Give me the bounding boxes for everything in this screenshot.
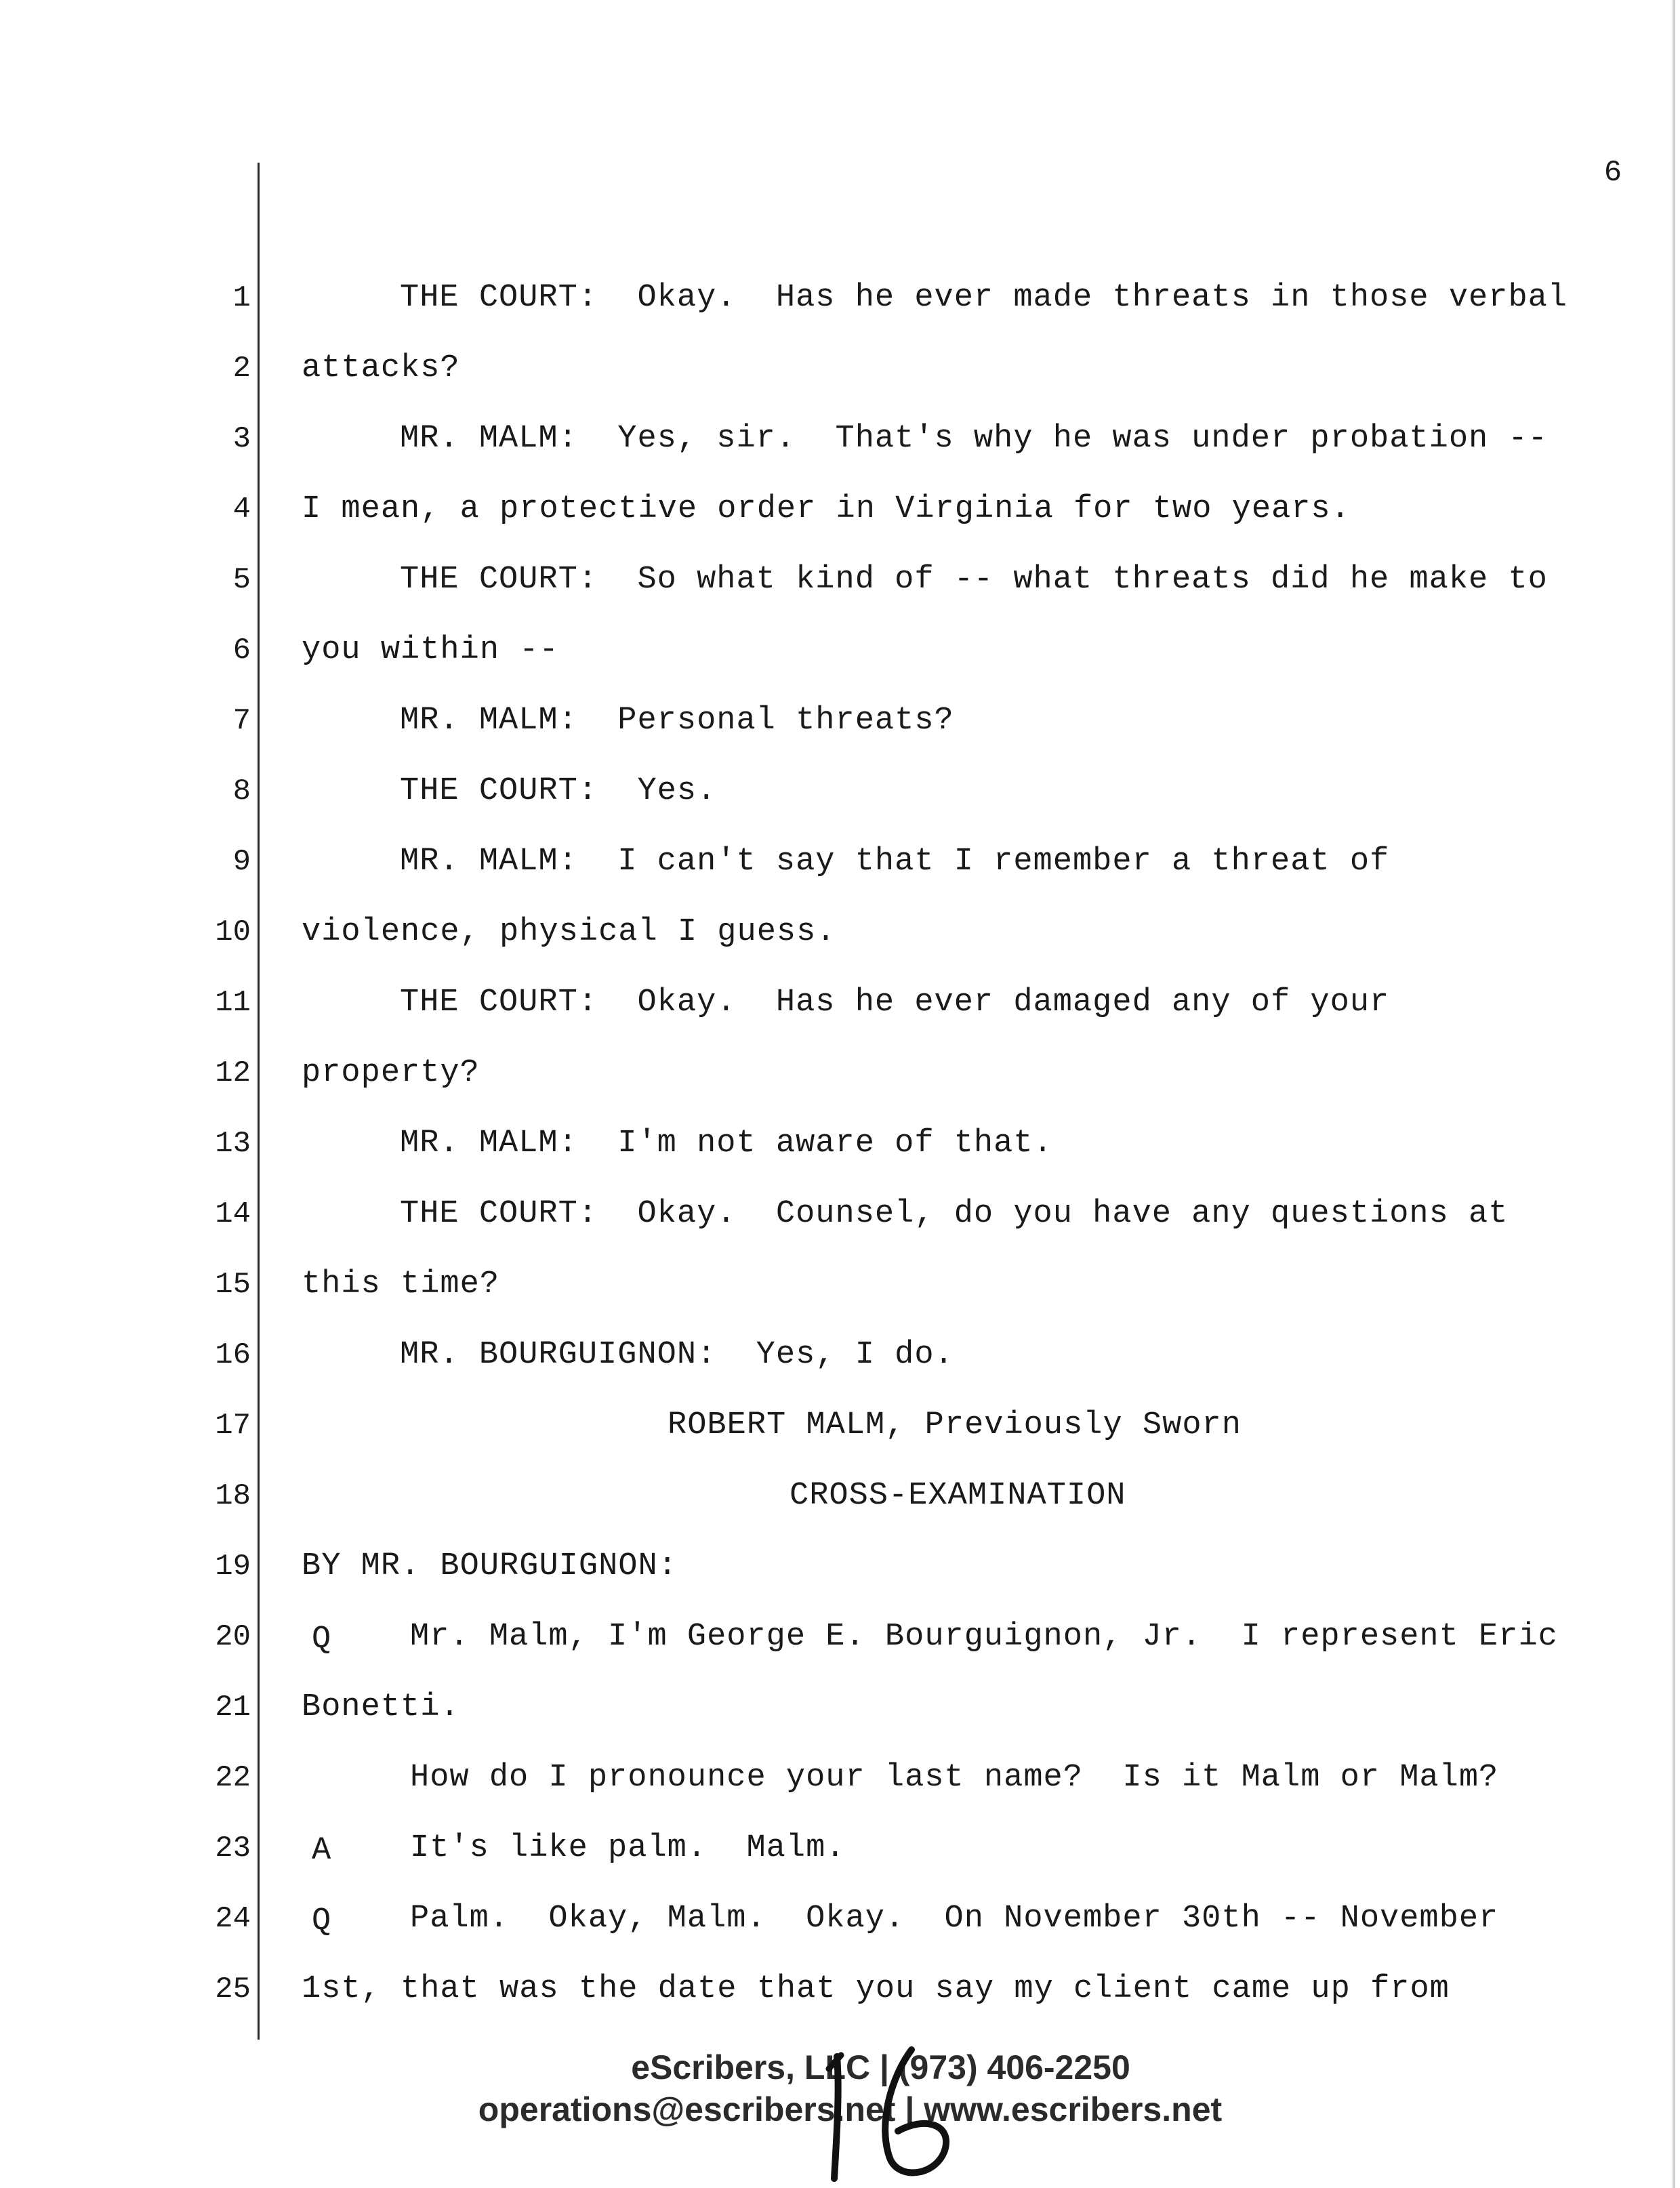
line-number: 2 <box>232 352 251 386</box>
line-text: MR. MALM: I'm not aware of that. <box>400 1126 1053 1161</box>
line-text: MR. MALM: Personal threats? <box>400 703 954 739</box>
line-text: I mean, a protective order in Virginia for two years. <box>302 491 1351 527</box>
transcript-line <box>0 1325 1680 1395</box>
line-text: THE COURT: Okay. Has he ever damaged any of your <box>400 985 1390 1020</box>
line-number: 4 <box>232 493 251 527</box>
transcript-line <box>0 1959 1680 2029</box>
line-text: attacks? <box>302 350 460 386</box>
transcript-line <box>0 409 1680 479</box>
transcript-line <box>0 1043 1680 1113</box>
transcript-line <box>0 1818 1680 1888</box>
transcript-line <box>0 831 1680 902</box>
transcript-line <box>0 1748 1680 1818</box>
line-number: 12 <box>215 1056 251 1090</box>
transcript-body <box>0 268 1680 2029</box>
line-number: 20 <box>215 1620 251 1654</box>
transcript-line <box>0 1607 1680 1677</box>
line-number: 10 <box>215 915 251 949</box>
line-number: 18 <box>215 1479 251 1513</box>
line-text: MR. MALM: I can't say that I remember a threat of <box>400 844 1390 880</box>
transcript-line <box>0 761 1680 831</box>
line-number: 11 <box>215 986 251 1020</box>
page-number: 6 <box>1603 156 1622 190</box>
line-text: MR. MALM: Yes, sir. That's why he was under probation -- <box>400 421 1548 457</box>
transcript-line <box>0 1113 1680 1184</box>
footer-company-line: eScribers, LLC | (973) 406-2250 <box>631 2048 1130 2086</box>
transcript-line <box>0 1466 1680 1536</box>
transcript-line <box>0 1536 1680 1607</box>
line-number: 13 <box>215 1127 251 1161</box>
transcript-line <box>0 550 1680 620</box>
transcript-line <box>0 1395 1680 1466</box>
line-text: BY MR. BOURGUIGNON: <box>302 1548 678 1584</box>
line-text: Mr. Malm, I'm George E. Bourguignon, Jr. I represent Eric <box>410 1619 1558 1655</box>
line-number: 7 <box>232 704 251 738</box>
line-number: 21 <box>215 1691 251 1725</box>
line-number: 23 <box>215 1832 251 1865</box>
line-number: 22 <box>215 1761 251 1795</box>
line-number: 15 <box>215 1268 251 1302</box>
line-text: 1st, that was the date that you say my client came up from <box>302 1971 1450 2007</box>
line-text: It's like palm. Malm. <box>410 1830 846 1866</box>
line-number: 16 <box>215 1338 251 1372</box>
transcript-line <box>0 902 1680 972</box>
transcript-line <box>0 972 1680 1043</box>
line-number: 1 <box>232 281 251 315</box>
transcript-line <box>0 1677 1680 1748</box>
line-text: property? <box>302 1055 480 1091</box>
line-number: 5 <box>232 563 251 597</box>
line-text: Bonetti. <box>302 1689 460 1725</box>
line-text: violence, physical I guess. <box>302 914 836 950</box>
line-text: Palm. Okay, Malm. Okay. On November 30th -- November <box>410 1901 1499 1937</box>
line-text: How do I pronounce your last name? Is it Malm or Malm? <box>410 1760 1499 1796</box>
line-number: 6 <box>232 634 251 667</box>
line-text: THE COURT: So what kind of -- what threats did he make to <box>400 562 1548 598</box>
transcript-line <box>0 690 1680 761</box>
line-number: 8 <box>232 775 251 808</box>
transcript-line <box>0 1254 1680 1325</box>
line-text: CROSS-EXAMINATION <box>790 1478 1126 1514</box>
line-text: this time? <box>302 1266 500 1302</box>
line-text: THE COURT: Okay. Counsel, do you have any questions at <box>400 1196 1509 1232</box>
transcript-line <box>0 1888 1680 1959</box>
line-number: 19 <box>215 1550 251 1584</box>
line-number: 17 <box>215 1409 251 1443</box>
line-number: 24 <box>215 1902 251 1936</box>
line-number: 3 <box>232 422 251 456</box>
line-text: THE COURT: Okay. Has he ever made threats in those verbal <box>400 280 1568 316</box>
transcript-line <box>0 268 1680 338</box>
transcript-line <box>0 479 1680 550</box>
line-number: 14 <box>215 1197 251 1231</box>
line-number: 9 <box>232 845 251 879</box>
qa-label: A <box>312 1833 331 1869</box>
handwritten-page-mark <box>810 2036 986 2188</box>
transcript-line <box>0 1184 1680 1254</box>
qa-label: Q <box>312 1622 331 1657</box>
line-number: 25 <box>215 1973 251 2006</box>
qa-label: Q <box>312 1903 331 1939</box>
line-text: you within -- <box>302 632 559 668</box>
transcript-line <box>0 338 1680 409</box>
line-text: MR. BOURGUIGNON: Yes, I do. <box>400 1337 954 1373</box>
transcript-line <box>0 620 1680 690</box>
line-text: THE COURT: Yes. <box>400 773 717 809</box>
footer-contact-line: operations@escribers.net | www.escribers.net <box>478 2090 1223 2128</box>
line-text: ROBERT MALM, Previously Sworn <box>668 1407 1242 1443</box>
